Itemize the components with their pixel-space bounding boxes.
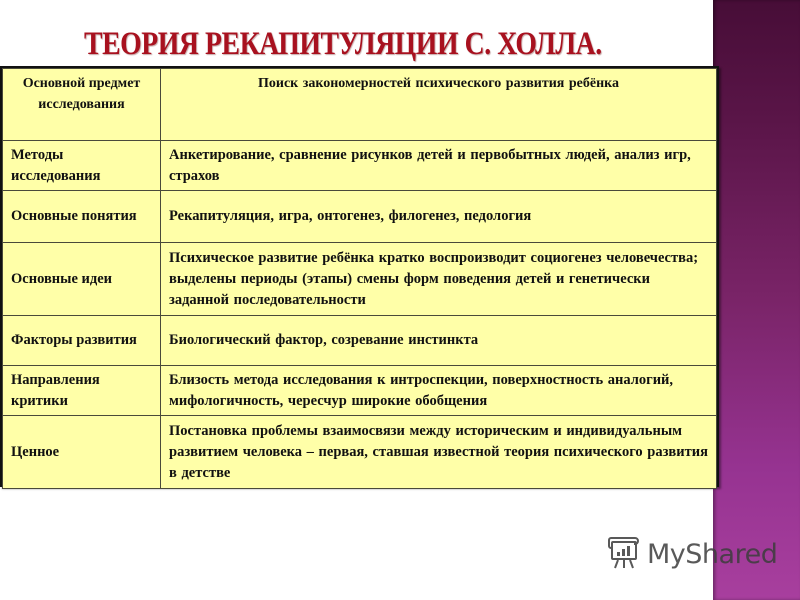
row-value: Поиск закономерностей психического развития ребёнка xyxy=(161,69,717,141)
row-label: Факторы развития xyxy=(3,316,161,366)
row-label: Направления критики xyxy=(3,366,161,416)
myshared-watermark xyxy=(607,534,777,574)
table-row xyxy=(3,416,717,489)
row-label: Основные идеи xyxy=(3,243,161,316)
slide-title: ТЕОРИЯ РЕКАПИТУЛЯЦИИ С. ХОЛЛА. xyxy=(84,26,602,62)
watermark-text: MyShared xyxy=(647,538,778,570)
table-row xyxy=(3,191,717,243)
theory-table xyxy=(0,66,719,487)
row-value: Биологический фактор, созревание инстинкта xyxy=(161,316,717,366)
table-row xyxy=(3,366,717,416)
table-row xyxy=(3,69,717,141)
row-value: Близость метода исследования к интроспекции, поверхностность аналогий, мифологичность, чересчур широкие обобщения xyxy=(161,366,717,416)
row-value: Психическое развитие ребёнка кратко воспроизводит социогенез человечества; выделены периоды (этапы) смены форм поведения детей и генетически заданной последовательности xyxy=(161,243,717,316)
row-value: Постановка проблемы взаимосвязи между историческим и индивидуальным развитием человека – первая, ставшая известной теория психического развития в детстве xyxy=(161,416,717,489)
presentation-chart-icon xyxy=(607,534,641,575)
table-row xyxy=(3,316,717,366)
theory-table-grid xyxy=(2,68,717,489)
row-value: Рекапитуляция, игра, онтогенез, филогенез, педология xyxy=(161,191,717,243)
row-label: Методы исследования xyxy=(3,141,161,191)
decorative-side-panel xyxy=(713,0,800,600)
table-row xyxy=(3,243,717,316)
row-label: Основной предмет исследования xyxy=(3,69,161,141)
row-label: Ценное xyxy=(3,416,161,489)
row-label: Основные понятия xyxy=(3,191,161,243)
table-row xyxy=(3,141,717,191)
row-value: Анкетирование, сравнение рисунков детей и первобытных людей, анализ игр, страхов xyxy=(161,141,717,191)
